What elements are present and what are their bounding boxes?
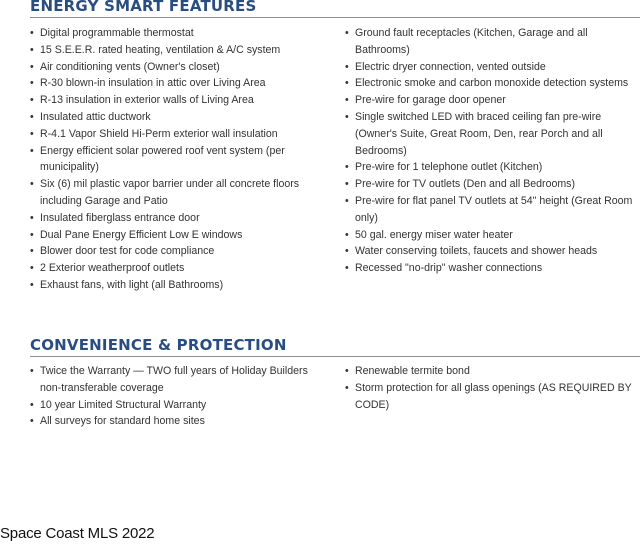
energy-section-divider xyxy=(30,17,640,18)
energy-section-title: ENERGY SMART FEATURES xyxy=(30,0,257,15)
energy-feature-item: • Exhaust fans, with light (all Bathrooms) xyxy=(30,277,330,294)
energy-feature-item: • 2 Exterior weatherproof outlets xyxy=(30,260,330,277)
energy-feature-item: • R-30 blown-in insulation in attic over Living Area xyxy=(30,75,330,92)
energy-features-right-list xyxy=(345,25,640,277)
energy-feature-item: • R-13 insulation in exterior walls of Living Area xyxy=(30,92,330,109)
energy-feature-item: • Six (6) mil plastic vapor barrier under all concrete floors including Garage and Patio xyxy=(30,176,330,210)
energy-feature-item: • Digital programmable thermostat xyxy=(30,25,330,42)
convenience-item: • All surveys for standard home sites xyxy=(30,413,330,430)
convenience-item: • Twice the Warranty — TWO full years of Holiday Builders non-transferable coverage xyxy=(30,363,330,397)
energy-feature-item: • Recessed "no-drip" washer connections xyxy=(345,260,640,277)
energy-feature-item: • Electronic smoke and carbon monoxide detection systems xyxy=(345,75,640,92)
convenience-right-list xyxy=(345,363,640,413)
energy-feature-item: • Insulated attic ductwork xyxy=(30,109,330,126)
convenience-item: • Renewable termite bond xyxy=(345,363,640,380)
convenience-item: • Storm protection for all glass openings (AS REQUIRED BY CODE) xyxy=(345,380,640,414)
energy-feature-item: • Pre-wire for 1 telephone outlet (Kitchen) xyxy=(345,159,640,176)
convenience-left-list xyxy=(30,363,330,430)
energy-feature-item: • Electric dryer connection, vented outside xyxy=(345,59,640,76)
energy-feature-item: • Single switched LED with braced ceiling fan pre-wire (Owner's Suite, Great Room, Den, rear Porch and all Bedrooms) xyxy=(345,109,640,159)
energy-feature-item: • Energy efficient solar powered roof vent system (per municipality) xyxy=(30,143,330,177)
energy-feature-item: • 15 S.E.E.R. rated heating, ventilation & A/C system xyxy=(30,42,330,59)
energy-feature-item: • Blower door test for code compliance xyxy=(30,243,330,260)
convenience-item: • 10 year Limited Structural Warranty xyxy=(30,397,330,414)
energy-feature-item: • Air conditioning vents (Owner's closet) xyxy=(30,59,330,76)
mls-watermark: Space Coast MLS 2022 xyxy=(0,525,155,542)
energy-features-left-list xyxy=(30,25,330,294)
energy-feature-item: • Dual Pane Energy Efficient Low E windows xyxy=(30,227,330,244)
energy-feature-item: • Insulated fiberglass entrance door xyxy=(30,210,330,227)
energy-feature-item: • Pre-wire for flat panel TV outlets at 54" height (Great Room only) xyxy=(345,193,640,227)
energy-feature-item: • Ground fault receptacles (Kitchen, Garage and all Bathrooms) xyxy=(345,25,640,59)
energy-feature-item: • R-4.1 Vapor Shield Hi-Perm exterior wall insulation xyxy=(30,126,330,143)
energy-feature-item: • Pre-wire for TV outlets (Den and all Bedrooms) xyxy=(345,176,640,193)
energy-feature-item: • Water conserving toilets, faucets and shower heads xyxy=(345,243,640,260)
energy-feature-item: • 50 gal. energy miser water heater xyxy=(345,227,640,244)
convenience-section-divider xyxy=(30,356,640,357)
energy-feature-item: • Pre-wire for garage door opener xyxy=(345,92,640,109)
convenience-section-title: CONVENIENCE & PROTECTION xyxy=(30,336,287,354)
